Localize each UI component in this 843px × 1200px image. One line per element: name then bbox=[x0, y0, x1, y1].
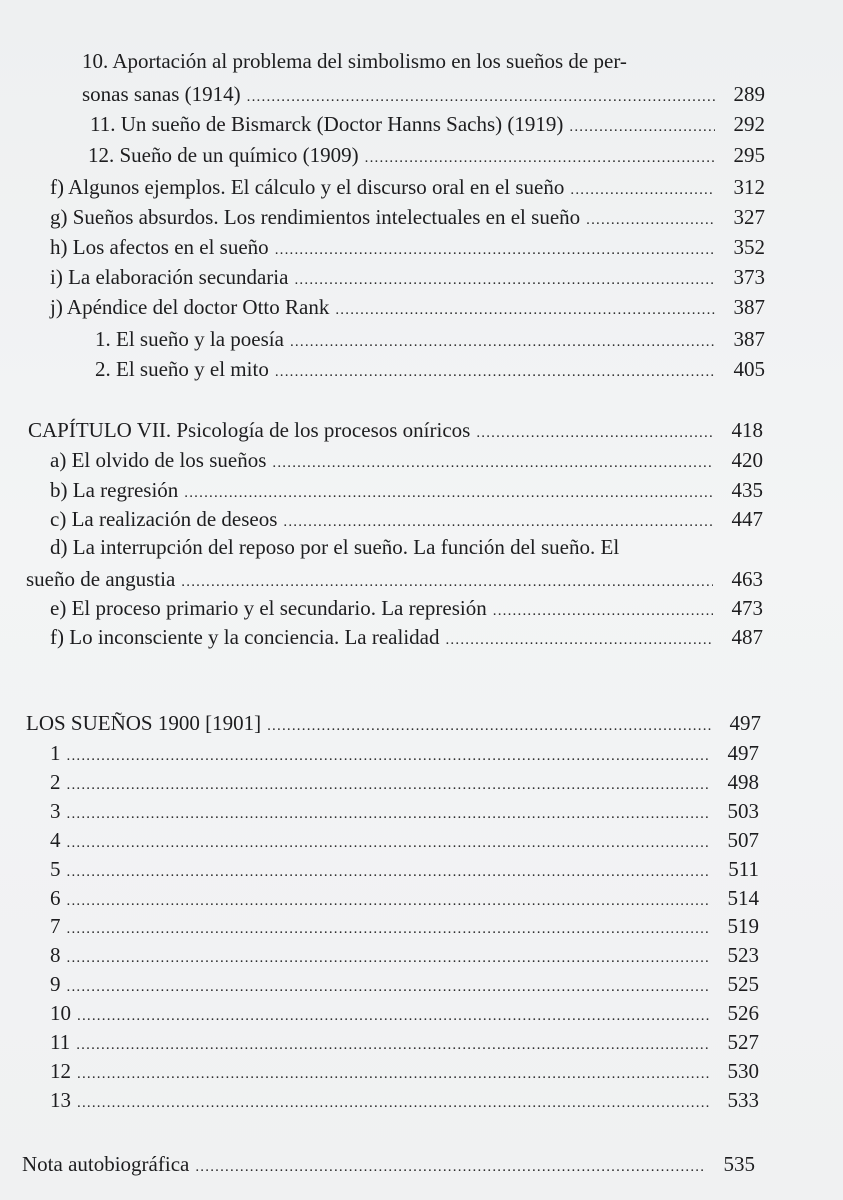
toc-entry-page: 497 bbox=[727, 741, 759, 765]
toc-entry bbox=[50, 293, 765, 320]
toc-entry-text: 5 bbox=[50, 856, 61, 881]
toc-entry-text: i) La elaboración secundaria bbox=[50, 265, 289, 289]
dot-leader bbox=[570, 173, 715, 199]
toc-entry-page: 523 bbox=[727, 943, 759, 968]
toc-entry bbox=[50, 970, 759, 997]
toc-entry-text: 3 bbox=[50, 798, 61, 823]
toc-entry bbox=[50, 476, 763, 503]
dot-leader bbox=[290, 325, 715, 351]
dot-leader bbox=[275, 233, 715, 259]
toc-entry bbox=[22, 1150, 755, 1177]
toc-entry bbox=[50, 797, 759, 824]
toc-entry-page: 497 bbox=[729, 711, 761, 735]
dot-leader bbox=[195, 1150, 705, 1176]
toc-entry-page: 312 bbox=[733, 175, 765, 199]
toc-entry-text: sonas sanas (1914) bbox=[82, 82, 241, 106]
toc-entry-text: a) El olvido de los sueños bbox=[50, 448, 267, 472]
dot-leader bbox=[247, 80, 715, 106]
toc-entry-page: 514 bbox=[727, 885, 759, 910]
toc-entry-text: 2. El sueño y el mito bbox=[95, 357, 269, 381]
toc-entry-text: e) El proceso primario y el secundario. La represión bbox=[50, 596, 487, 620]
dot-leader bbox=[335, 293, 715, 319]
dot-leader bbox=[77, 999, 709, 1025]
dot-leader bbox=[67, 739, 710, 765]
toc-entry-text: j) Apéndice del doctor Otto Rank bbox=[50, 295, 330, 319]
toc-entry bbox=[50, 884, 759, 911]
toc-entry-page: 533 bbox=[727, 1087, 759, 1112]
toc-entry-page: 526 bbox=[727, 1001, 759, 1026]
toc-chapter-entry bbox=[26, 709, 761, 736]
toc-entry bbox=[50, 999, 759, 1026]
toc-entry bbox=[50, 768, 759, 795]
toc-entry-page: 435 bbox=[731, 478, 763, 502]
toc-entry-text: 10. Aportación al problema del simbolismo en los sueños de per- bbox=[82, 49, 627, 73]
toc-entry bbox=[50, 233, 765, 260]
toc-entry-page: 373 bbox=[733, 265, 765, 289]
dot-leader bbox=[67, 941, 710, 967]
toc-entry-text: 10 bbox=[50, 1001, 71, 1026]
toc-entry-page: 387 bbox=[733, 295, 765, 319]
toc-entry-page: 498 bbox=[727, 769, 759, 794]
toc-entry-page: 327 bbox=[733, 205, 765, 229]
toc-entry-text: 11. Un sueño de Bismarck (Doctor Hanns Sachs) (1919) bbox=[90, 112, 564, 136]
toc-entry-text: 12. Sueño de un químico (1909) bbox=[88, 143, 359, 167]
toc-entry-text: CAPÍTULO VII. Psicología de los procesos oníricos bbox=[28, 418, 471, 442]
toc-entry-page: 535 bbox=[723, 1152, 755, 1176]
toc-entry-text: g) Sueños absurdos. Los rendimientos intelectuales en el sueño bbox=[50, 205, 581, 229]
toc-entry bbox=[50, 173, 765, 200]
dot-leader bbox=[272, 446, 713, 472]
dot-leader bbox=[493, 594, 713, 620]
toc-entry bbox=[50, 941, 759, 968]
toc-entry-text: sueño de angustia bbox=[26, 567, 176, 591]
dot-leader bbox=[67, 855, 710, 881]
toc-entry-page: 487 bbox=[731, 625, 763, 649]
toc-entry-text: 2 bbox=[50, 769, 61, 794]
toc-entry-page: 527 bbox=[727, 1030, 759, 1054]
toc-entry-text: f) Algunos ejemplos. El cálculo y el discurso oral en el sueño bbox=[50, 175, 565, 199]
toc-entry bbox=[50, 1057, 759, 1084]
toc-entry bbox=[50, 623, 763, 650]
toc-entry bbox=[50, 826, 759, 853]
toc-entry bbox=[90, 110, 765, 137]
toc-entry-text: 9 bbox=[50, 972, 61, 997]
dot-leader bbox=[445, 623, 713, 649]
dot-leader bbox=[586, 203, 715, 229]
toc-entry-text: h) Los afectos en el sueño bbox=[50, 235, 269, 259]
dot-leader bbox=[67, 797, 710, 823]
toc-entry-text: 1 bbox=[50, 741, 61, 765]
dot-leader bbox=[181, 565, 713, 591]
toc-entry-page: 292 bbox=[733, 112, 765, 136]
dot-leader bbox=[275, 355, 715, 381]
toc-entry bbox=[50, 1028, 759, 1055]
toc-entry-page: 405 bbox=[733, 357, 765, 381]
dot-leader bbox=[267, 709, 711, 735]
toc-entry bbox=[95, 355, 765, 382]
toc-entry-page: 473 bbox=[731, 596, 763, 620]
toc-entry bbox=[50, 505, 763, 532]
toc-entry-text: Nota autobiográfica bbox=[22, 1152, 190, 1176]
toc-entry bbox=[50, 203, 765, 230]
dot-leader bbox=[77, 1086, 709, 1112]
toc-entry-text: b) La regresión bbox=[50, 478, 179, 502]
dot-leader bbox=[283, 505, 713, 531]
dot-leader bbox=[67, 884, 710, 910]
toc-entry bbox=[88, 141, 765, 168]
toc-entry bbox=[50, 912, 759, 939]
dot-leader bbox=[76, 1028, 709, 1054]
toc-entry bbox=[26, 565, 763, 592]
toc-entry-page: 507 bbox=[727, 827, 759, 852]
toc-entry bbox=[50, 1086, 759, 1113]
dot-leader bbox=[67, 970, 710, 996]
toc-entry-page: 525 bbox=[727, 972, 759, 997]
toc-entry-text: 4 bbox=[50, 827, 61, 852]
toc-entry-page: 503 bbox=[727, 798, 759, 823]
toc-entry-page: 289 bbox=[733, 82, 765, 106]
toc-entry-text: c) La realización de deseos bbox=[50, 507, 278, 531]
dot-leader bbox=[569, 110, 715, 136]
dot-leader bbox=[77, 1057, 709, 1083]
toc-entry-page: 418 bbox=[731, 418, 763, 442]
dot-leader bbox=[184, 476, 713, 502]
toc-entry-page: 519 bbox=[727, 914, 759, 939]
toc-chapter-entry bbox=[28, 416, 763, 443]
toc-entry-page: 447 bbox=[731, 507, 763, 531]
dot-leader bbox=[67, 912, 710, 938]
dot-leader bbox=[365, 141, 715, 167]
toc-entry-text: f) Lo inconsciente y la conciencia. La realidad bbox=[50, 625, 440, 649]
toc-entry-text: d) La interrupción del reposo por el sueño. La función del sueño. El bbox=[50, 535, 620, 559]
toc-entry-page: 387 bbox=[733, 327, 765, 351]
toc-entry bbox=[50, 594, 763, 621]
toc-entry-text: 1. El sueño y la poesía bbox=[95, 327, 284, 351]
toc-entry-page: 463 bbox=[731, 567, 763, 591]
toc-entry-text: 13 bbox=[50, 1087, 71, 1112]
toc-entry-text: 11 bbox=[50, 1030, 71, 1054]
toc-entry bbox=[50, 739, 759, 766]
toc-entry-text: 12 bbox=[50, 1058, 71, 1083]
toc-entry bbox=[50, 446, 763, 473]
dot-leader bbox=[476, 416, 713, 442]
toc-entry-page: 530 bbox=[727, 1058, 759, 1083]
toc-entry bbox=[95, 325, 765, 352]
toc-entry-page: 420 bbox=[731, 448, 763, 472]
dot-leader bbox=[294, 263, 715, 289]
toc-entry bbox=[50, 855, 759, 882]
toc-entry-text: 7 bbox=[50, 914, 61, 939]
toc-entry-page: 295 bbox=[733, 143, 765, 167]
toc-entry-text: 6 bbox=[50, 885, 61, 910]
dot-leader bbox=[67, 768, 710, 794]
toc-entry-page: 352 bbox=[733, 235, 765, 259]
toc-entry-page: 511 bbox=[728, 856, 759, 881]
toc-entry bbox=[82, 80, 765, 107]
toc-entry bbox=[50, 263, 765, 290]
toc-entry-text: LOS SUEÑOS 1900 [1901] bbox=[26, 711, 262, 735]
dot-leader bbox=[67, 826, 710, 852]
toc-entry-text: 8 bbox=[50, 943, 61, 968]
